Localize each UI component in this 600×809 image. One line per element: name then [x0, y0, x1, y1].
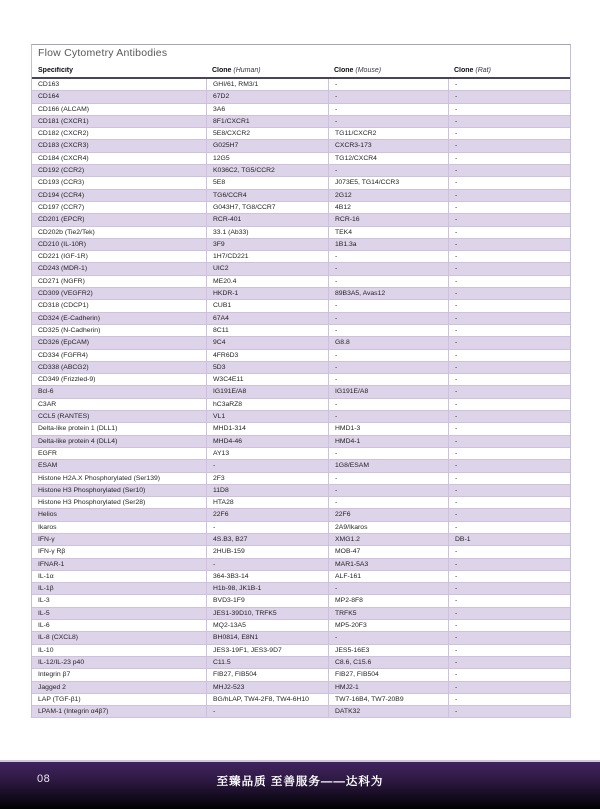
cell-clone-human: 3F9	[206, 239, 328, 250]
cell-specificity: CD324 (E-Cadherin)	[38, 314, 100, 322]
cell-clone-human: hC3aRZ8	[206, 399, 328, 410]
cell-clone-rat: -	[448, 497, 570, 508]
cell-clone-human: -	[206, 460, 328, 471]
table-row	[32, 448, 570, 460]
cell-specificity: CD193 (CCR3)	[38, 179, 85, 187]
cell-clone-mouse: HMD4-1	[328, 436, 448, 447]
cell-clone-mouse: -	[328, 473, 448, 484]
cell-clone-mouse: -	[328, 485, 448, 496]
table-row	[32, 165, 570, 177]
cell-clone-mouse: MOB-47	[328, 546, 448, 557]
table-row	[32, 436, 570, 448]
table-row	[32, 583, 570, 595]
cell-clone-human: CUB1	[206, 300, 328, 311]
cell-clone-rat: -	[448, 374, 570, 385]
cell-clone-human: H1b-98, JK1B-1	[206, 583, 328, 594]
table-row	[32, 374, 570, 386]
cell-clone-rat: -	[448, 608, 570, 619]
cell-specificity: CD181 (CXCR1)	[38, 117, 89, 125]
table-row	[32, 706, 570, 718]
cell-clone-human: 5D3	[206, 362, 328, 373]
table-row	[32, 104, 570, 116]
cell-clone-human: JES3-19F1, JES3-9D7	[206, 645, 328, 656]
cell-specificity: Delta-like protein 4 (DLL4)	[38, 437, 118, 445]
antibody-table	[31, 44, 571, 718]
table-row	[32, 325, 570, 337]
table-row	[32, 534, 570, 546]
cell-clone-human: 5E8/CXCR2	[206, 128, 328, 139]
cell-clone-mouse: 22F6	[328, 509, 448, 520]
cell-clone-mouse: -	[328, 263, 448, 274]
cell-clone-rat: -	[448, 276, 570, 287]
cell-specificity: CD325 (N-Cadherin)	[38, 326, 101, 334]
table-row	[32, 595, 570, 607]
table-row	[32, 509, 570, 521]
column-header-clone-mouse: Clone (Mouse)	[334, 67, 382, 74]
cell-clone-mouse: 2A9/Ikaros	[328, 522, 448, 533]
cell-clone-rat: -	[448, 571, 570, 582]
table-row	[32, 522, 570, 534]
cell-specificity: CD210 (IL-10R)	[38, 240, 86, 248]
cell-clone-rat: -	[448, 350, 570, 361]
cell-specificity: CD202b (Tie2/Tek)	[38, 228, 95, 236]
cell-clone-human: 5E8	[206, 177, 328, 188]
cell-specificity: EGFR	[38, 449, 57, 457]
cell-clone-rat: -	[448, 509, 570, 520]
cell-clone-mouse: 1B1.3a	[328, 239, 448, 250]
cell-specificity: IL-1β	[38, 585, 54, 593]
table-row	[32, 239, 570, 251]
cell-clone-mouse: -	[328, 313, 448, 324]
table-row	[32, 288, 570, 300]
cell-specificity: CD197 (CCR7)	[38, 203, 85, 211]
column-header-clone-rat: Clone (Rat)	[454, 67, 491, 74]
cell-clone-human: TG6/CCR4	[206, 190, 328, 201]
cell-specificity: Jagged 2	[38, 683, 66, 691]
cell-specificity: Histone H2A.X Phosphorylated (Ser139)	[38, 474, 161, 482]
cell-clone-human: JES1-39D10, TRFK5	[206, 608, 328, 619]
table-row	[32, 362, 570, 374]
cell-specificity: Ikaros	[38, 523, 57, 531]
table-row	[32, 546, 570, 558]
cell-clone-human: 1H7/CD221	[206, 251, 328, 262]
table-row	[32, 140, 570, 152]
cell-clone-mouse: -	[328, 276, 448, 287]
cell-specificity: CD349 (Frizzled-9)	[38, 376, 96, 384]
table-row	[32, 116, 570, 128]
cell-specificity: CD192 (CCR2)	[38, 167, 85, 175]
cell-clone-mouse: TEK4	[328, 227, 448, 238]
table-body	[32, 79, 570, 718]
cell-clone-mouse: -	[328, 497, 448, 508]
cell-clone-mouse: -	[328, 79, 448, 90]
cell-clone-mouse: -	[328, 104, 448, 115]
cell-clone-rat: -	[448, 473, 570, 484]
cell-specificity: CCL5 (RANTES)	[38, 413, 90, 421]
cell-clone-rat: -	[448, 595, 570, 606]
table-row	[32, 608, 570, 620]
cell-clone-mouse: -	[328, 399, 448, 410]
cell-clone-human: MHD4-46	[206, 436, 328, 447]
cell-clone-mouse: TG11/CXCR2	[328, 128, 448, 139]
table-row	[32, 423, 570, 435]
cell-clone-mouse: MAR1-5A3	[328, 559, 448, 570]
cell-clone-human: BVD3-1F9	[206, 595, 328, 606]
cell-specificity: CD309 (VEGFR2)	[38, 290, 93, 298]
table-row	[32, 473, 570, 485]
cell-clone-rat: -	[448, 190, 570, 201]
cell-clone-rat: -	[448, 362, 570, 373]
cell-specificity: CD184 (CXCR4)	[38, 154, 89, 162]
cell-clone-human: 2HUB-159	[206, 546, 328, 557]
column-header-specificity: Specificity	[38, 67, 74, 74]
cell-clone-rat: -	[448, 325, 570, 336]
cell-clone-mouse: 4B12	[328, 202, 448, 213]
cell-clone-human: UIC2	[206, 263, 328, 274]
footer-slogan: 至臻品质 至善服务——达科为	[216, 776, 384, 788]
cell-specificity: CD243 (MDR-1)	[38, 265, 88, 273]
cell-specificity: IL-10	[38, 646, 54, 654]
cell-clone-rat: -	[448, 227, 570, 238]
cell-clone-human: VL1	[206, 411, 328, 422]
cell-clone-mouse: MP5-20F3	[328, 620, 448, 631]
cell-clone-human: AY13	[206, 448, 328, 459]
cell-clone-human: 67A4	[206, 313, 328, 324]
cell-clone-rat: -	[448, 263, 570, 274]
cell-clone-mouse: IG191E/A8	[328, 386, 448, 397]
table-row	[32, 559, 570, 571]
cell-clone-rat: -	[448, 202, 570, 213]
cell-clone-human: -	[206, 522, 328, 533]
cell-clone-mouse: JES5-16E3	[328, 645, 448, 656]
cell-clone-mouse: TW7-16B4, TW7-20B9	[328, 694, 448, 705]
cell-clone-human: FIB27, FIB504	[206, 669, 328, 680]
cell-specificity: IFN-γ Rβ	[38, 548, 66, 556]
table-row	[32, 411, 570, 423]
table-row	[32, 497, 570, 509]
cell-clone-rat: -	[448, 632, 570, 643]
cell-clone-mouse: -	[328, 362, 448, 373]
table-header-row	[32, 61, 570, 79]
cell-clone-rat: -	[448, 165, 570, 176]
cell-specificity: Integrin β7	[38, 671, 71, 679]
cell-clone-rat: -	[448, 214, 570, 225]
cell-clone-rat: -	[448, 399, 570, 410]
cell-clone-rat: -	[448, 177, 570, 188]
table-row	[32, 313, 570, 325]
cell-specificity: CD201 (EPCR)	[38, 216, 85, 224]
cell-clone-mouse: -	[328, 374, 448, 385]
table-row	[32, 632, 570, 644]
cell-clone-human: 4S.B3, B27	[206, 534, 328, 545]
cell-clone-mouse: XMG1.2	[328, 534, 448, 545]
table-row	[32, 202, 570, 214]
cell-clone-human: MQ2-13A5	[206, 620, 328, 631]
cell-specificity: IL-12/IL-23 p40	[38, 658, 85, 666]
table-row	[32, 645, 570, 657]
cell-clone-rat: DB-1	[448, 534, 570, 545]
cell-clone-human: BG/hLAP, TW4-2F8, TW4-6H10	[206, 694, 328, 705]
cell-clone-mouse: HMJ2-1	[328, 682, 448, 693]
cell-clone-mouse: 89B3A5, Avas12	[328, 288, 448, 299]
cell-specificity: CD163	[38, 81, 60, 88]
cell-clone-human: GHI/61, RM3/1	[206, 79, 328, 90]
cell-clone-human: G043H7, TG8/CCR7	[206, 202, 328, 213]
cell-clone-rat: -	[448, 620, 570, 631]
cell-specificity: CD338 (ABCG2)	[38, 363, 89, 371]
cell-clone-human: G025H7	[206, 140, 328, 151]
cell-clone-human: 9C4	[206, 337, 328, 348]
cell-specificity: Delta-like protein 1 (DLL1)	[38, 425, 118, 433]
cell-specificity: IL-8 (CXCL8)	[38, 634, 79, 642]
table-title: Flow Cytometry Antibodies	[38, 47, 168, 59]
cell-clone-mouse: RCR-16	[328, 214, 448, 225]
cell-clone-human: ME20.4	[206, 276, 328, 287]
cell-clone-human: C11.5	[206, 657, 328, 668]
cell-clone-human: 11D8	[206, 485, 328, 496]
cell-specificity: Histone H3 Phosphorylated (Ser28)	[38, 499, 146, 507]
cell-clone-human: MHJ2-523	[206, 682, 328, 693]
cell-clone-human: 12G5	[206, 153, 328, 164]
table-row	[32, 620, 570, 632]
cell-clone-mouse: 2G12	[328, 190, 448, 201]
table-row	[32, 571, 570, 583]
cell-clone-rat: -	[448, 140, 570, 151]
cell-clone-rat: -	[448, 251, 570, 262]
table-row	[32, 485, 570, 497]
cell-specificity: LPAM-1 (Integrin α4β7)	[38, 708, 109, 716]
table-row	[32, 386, 570, 398]
table-row	[32, 128, 570, 140]
cell-clone-human: IG191E/A8	[206, 386, 328, 397]
cell-clone-rat: -	[448, 583, 570, 594]
cell-specificity: IL-1α	[38, 572, 54, 580]
cell-clone-rat: -	[448, 485, 570, 496]
cell-clone-rat: -	[448, 128, 570, 139]
cell-specificity: IL-5	[38, 609, 50, 617]
cell-clone-rat: -	[448, 79, 570, 90]
cell-clone-human: 33.1 (Ab33)	[206, 227, 328, 238]
cell-clone-mouse: HMD1-3	[328, 423, 448, 434]
cell-clone-human: 364-3B3-14	[206, 571, 328, 582]
cell-clone-human: 67D2	[206, 91, 328, 102]
cell-specificity: ESAM	[38, 462, 58, 470]
cell-clone-mouse: DATK32	[328, 706, 448, 717]
cell-clone-rat: -	[448, 682, 570, 693]
table-row	[32, 276, 570, 288]
cell-clone-mouse: -	[328, 300, 448, 311]
cell-clone-rat: -	[448, 706, 570, 717]
cell-specificity: LAP (TGF-β1)	[38, 695, 81, 703]
cell-clone-human: RCR-401	[206, 214, 328, 225]
cell-clone-human: K036C2, TG5/CCR2	[206, 165, 328, 176]
cell-clone-mouse: J073E5, TG14/CCR3	[328, 177, 448, 188]
cell-clone-rat: -	[448, 559, 570, 570]
cell-specificity: CD326 (EpCAM)	[38, 339, 89, 347]
cell-clone-human: HKDR-1	[206, 288, 328, 299]
table-row	[32, 177, 570, 189]
cell-clone-mouse: G8.8	[328, 337, 448, 348]
table-row	[32, 91, 570, 103]
cell-specificity: CD221 (IGF-1R)	[38, 253, 88, 261]
table-row	[32, 227, 570, 239]
cell-clone-mouse: -	[328, 325, 448, 336]
cell-clone-mouse: -	[328, 116, 448, 127]
cell-clone-rat: -	[448, 460, 570, 471]
cell-clone-mouse: TG12/CXCR4	[328, 153, 448, 164]
cell-specificity: CD166 (ALCAM)	[38, 105, 89, 113]
table-row	[32, 300, 570, 312]
cell-clone-rat: -	[448, 300, 570, 311]
cell-clone-human: HTA28	[206, 497, 328, 508]
table-row	[32, 399, 570, 411]
cell-clone-human: -	[206, 559, 328, 570]
cell-clone-human: MHD1-314	[206, 423, 328, 434]
cell-clone-rat: -	[448, 386, 570, 397]
cell-clone-mouse: -	[328, 350, 448, 361]
cell-specificity: IL-3	[38, 597, 50, 605]
table-row	[32, 337, 570, 349]
cell-clone-human: -	[206, 706, 328, 717]
table-row	[32, 657, 570, 669]
cell-specificity: CD194 (CCR4)	[38, 191, 85, 199]
page-number: 08	[37, 773, 51, 785]
cell-clone-rat: -	[448, 153, 570, 164]
cell-clone-mouse: MP2-8F8	[328, 595, 448, 606]
cell-clone-rat: -	[448, 288, 570, 299]
cell-specificity: CD334 (FGFR4)	[38, 351, 88, 359]
cell-clone-rat: -	[448, 546, 570, 557]
cell-clone-human: 8C11	[206, 325, 328, 336]
cell-clone-mouse: -	[328, 91, 448, 102]
cell-clone-rat: -	[448, 411, 570, 422]
cell-clone-rat: -	[448, 694, 570, 705]
cell-clone-rat: -	[448, 337, 570, 348]
cell-specificity: Histone H3 Phosphorylated (Ser10)	[38, 486, 146, 494]
cell-clone-rat: -	[448, 104, 570, 115]
cell-clone-mouse: TRFK5	[328, 608, 448, 619]
cell-clone-human: BH0814, E8N1	[206, 632, 328, 643]
cell-clone-mouse: 1G8/ESAM	[328, 460, 448, 471]
table-row	[32, 153, 570, 165]
cell-clone-mouse: -	[328, 583, 448, 594]
cell-clone-rat: -	[448, 645, 570, 656]
cell-clone-mouse: -	[328, 411, 448, 422]
cell-clone-rat: -	[448, 91, 570, 102]
cell-clone-mouse: -	[328, 632, 448, 643]
table-row	[32, 350, 570, 362]
cell-clone-mouse: -	[328, 165, 448, 176]
cell-clone-mouse: CXCR3-173	[328, 140, 448, 151]
table-row	[32, 669, 570, 681]
cell-clone-rat: -	[448, 669, 570, 680]
cell-clone-rat: -	[448, 423, 570, 434]
cell-specificity: IFNAR-1	[38, 560, 65, 568]
table-row	[32, 682, 570, 694]
table-row	[32, 190, 570, 202]
cell-clone-rat: -	[448, 313, 570, 324]
table-row	[32, 79, 570, 91]
cell-clone-human: 22F6	[206, 509, 328, 520]
cell-clone-human: 2F3	[206, 473, 328, 484]
footer-bar	[0, 760, 600, 809]
cell-specificity: IFN-γ	[38, 535, 55, 543]
cell-specificity: Bcl-6	[38, 388, 54, 396]
cell-specificity: Helios	[38, 511, 57, 519]
cell-clone-mouse: -	[328, 448, 448, 459]
cell-clone-mouse: -	[328, 251, 448, 262]
table-row	[32, 214, 570, 226]
table-row	[32, 460, 570, 472]
cell-clone-human: 8F1/CXCR1	[206, 116, 328, 127]
cell-specificity: CD182 (CXCR2)	[38, 130, 89, 138]
cell-clone-mouse: C8.6, C15.6	[328, 657, 448, 668]
cell-clone-human: 3A6	[206, 104, 328, 115]
cell-clone-rat: -	[448, 522, 570, 533]
column-header-clone-human: Clone (Human)	[212, 67, 261, 74]
cell-specificity: CD318 (CDCP1)	[38, 302, 89, 310]
cell-clone-rat: -	[448, 116, 570, 127]
cell-clone-mouse: ALF-161	[328, 571, 448, 582]
cell-clone-mouse: FIB27, FIB504	[328, 669, 448, 680]
cell-specificity: CD164	[38, 93, 60, 101]
table-row	[32, 251, 570, 263]
cell-clone-rat: -	[448, 239, 570, 250]
cell-clone-rat: -	[448, 448, 570, 459]
cell-specificity: C3AR	[38, 400, 57, 408]
table-row	[32, 263, 570, 275]
table-row	[32, 694, 570, 706]
cell-specificity: CD183 (CXCR3)	[38, 142, 89, 150]
cell-clone-human: W3C4E11	[206, 374, 328, 385]
cell-clone-rat: -	[448, 436, 570, 447]
cell-clone-human: 4FR6D3	[206, 350, 328, 361]
cell-specificity: IL-6	[38, 622, 50, 630]
cell-specificity: CD271 (NGFR)	[38, 277, 85, 285]
cell-clone-rat: -	[448, 657, 570, 668]
